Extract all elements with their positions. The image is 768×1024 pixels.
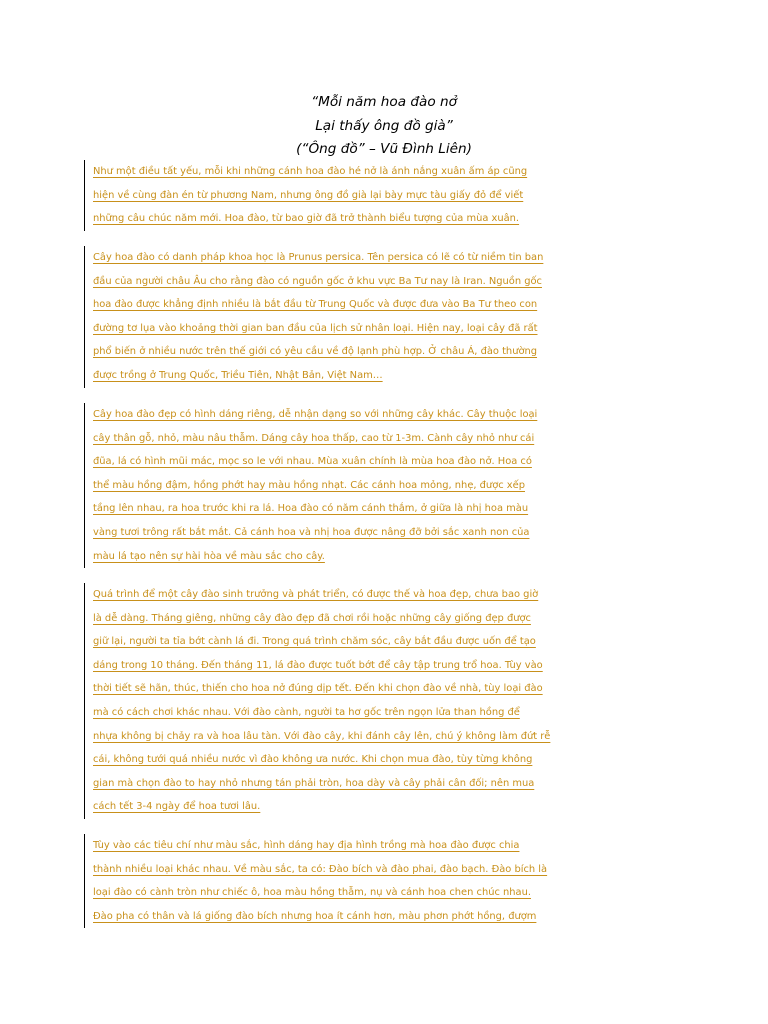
paragraph-line: loại đào có cành tròn như chiếc ô, hoa màu hồng thẫm, nụ và cánh hoa chen chúc nhau. [93,887,531,899]
paragraph-line: Quá trình để một cây đào sinh trưởng và phát triển, có được thế và hoa đẹp, chưa bao giờ [93,589,539,600]
paragraph-line: tầng lên nhau, ra hoa trước khi ra lá. Hoa đào có năm cánh thắm, ở giữa là nhị hoa màu [93,503,529,515]
paragraph-line: dáng trong 10 tháng. Đến tháng 11, lá đào được tuốt bớt để cây tập trung trổ hoa. Tùy vào [93,659,543,671]
paragraph-line: giữ lại, người ta tỉa bớt cành lá đi. Trong quá trình chăm sóc, cây bắt đầu được uốn để tạo [93,636,536,648]
paragraph-line: nhựa không bị chảy ra và hoa lâu tàn. Với đào cây, khi đánh cây lên, chú ý không làm đứt rễ [93,730,551,742]
paragraph-line: Tùy vào các tiêu chí như màu sắc, hình dáng hay địa hình trồng mà hoa đào được chia [93,840,520,851]
paragraph-1 [84,160,685,231]
paragraph-line: vàng tươi trông rất bắt mắt. Cả cánh hoa và nhị hoa được nâng đỡ bởi sắc xanh non của [93,526,530,538]
paragraph-2 [84,246,685,388]
paragraph-line: mà có cách chơi khác nhau. Với đào cành, người ta hơ gốc trên ngọn lửa than hồng để [93,706,520,718]
paragraph-line: Đào pha có thân và lá giống đào bích nhưng hoa ít cánh hơn, màu phơn phớt hồng, đượm [93,910,537,922]
paragraph-5 [84,834,685,928]
paragraph-line: hoa đào được khẳng định nhiều là bắt đầu từ Trung Quốc và được đưa vào Ba Tư theo con [93,299,538,311]
paragraph-line: Như một điều tất yếu, mỗi khi những cánh hoa đào hé nở là ánh nắng xuân ấm áp cũng [93,166,528,177]
paragraph-line: Cây hoa đào đẹp có hình dáng riêng, dễ nhận dạng so với những cây khác. Cây thuộc loại [93,409,538,420]
paragraph-line: cây thân gỗ, nhỏ, màu nâu thẫm. Dáng cây hoa thấp, cao từ 1-3m. Cành cây nhỏ như cái [93,432,535,444]
epigraph-citation: (“Ông đồ” – Vũ Đình Liên) [296,141,472,157]
paragraph-line: đầu của người châu Âu cho rằng đào có nguồn gốc ở khu vực Ba Tư nay là Iran. Nguồn gốc [93,275,542,287]
paragraph-4 [84,583,685,819]
paragraph-line: gian mà chọn đào to hay nhỏ nhưng tán phải tròn, hoa dày và cây phải cân đối; nên mua [93,777,535,789]
paragraph-line: là dễ dàng. Tháng giêng, những cây đào đẹp đã chơi rồi hoặc những cây giống đẹp được [93,612,531,624]
paragraph-line: thể màu hồng đậm, hồng phớt hay màu hồng nhạt. Các cánh hoa mỏng, nhẹ, được xếp [93,479,525,491]
paragraph-line: Cây hoa đào có danh pháp khoa học là Prunus persica. Tên persica có lẽ có từ niềm tin ban [93,252,544,263]
epigraph [0,91,768,162]
paragraph-line: hiện về cùng đàn én từ phương Nam, nhưng ông đồ già lại bày mực tàu giấy đỏ để viết [93,189,524,201]
paragraph-line: những câu chúc năm mới. Hoa đào, từ bao giờ đã trở thành biểu tượng của mùa xuân. [93,213,520,225]
paragraph-line: thời tiết sẽ hãn, thúc, thiến cho hoa nở đúng dịp tết. Đến khi chọn đào về nhà, tùy loại đào [93,683,543,695]
paragraph-line: màu lá tạo nên sự hài hòa về màu sắc cho cây. [93,550,325,562]
paragraph-line: được trồng ở Trung Quốc, Triều Tiên, Nhật Bản, Việt Nam… [93,369,383,381]
paragraph-line: cái, không tưới quá nhiều nước vì đào không ưa nước. Khi chọn mua đào, tùy từng không [93,754,533,766]
paragraph-line: thành nhiều loại khác nhau. Về màu sắc, ta có: Đào bích và đào phai, đào bạch. Đào bích là [93,863,548,875]
epigraph-line: Lại thấy ông đồ già” [315,117,453,134]
paragraph-line: đường tơ lụa vào khoảng thời gian ban đầu của lịch sử nhân loại. Hiện nay, loại cây đã rất [93,322,538,334]
epigraph-line: “Mỗi năm hoa đào nở [311,94,457,110]
paragraph-3 [84,403,685,568]
paragraph-line: đũa, lá có hình mũi mác, mọc so le với nhau. Mùa xuân chính là mùa hoa đào nở. Hoa có [93,456,532,468]
paragraph-line: cách tết 3-4 ngày để hoa tươi lâu. [93,801,261,813]
paragraph-line: phổ biến ở nhiều nước trên thế giới có yêu cầu về độ lạnh phù hợp. Ở châu Á, đào thường [93,346,538,358]
